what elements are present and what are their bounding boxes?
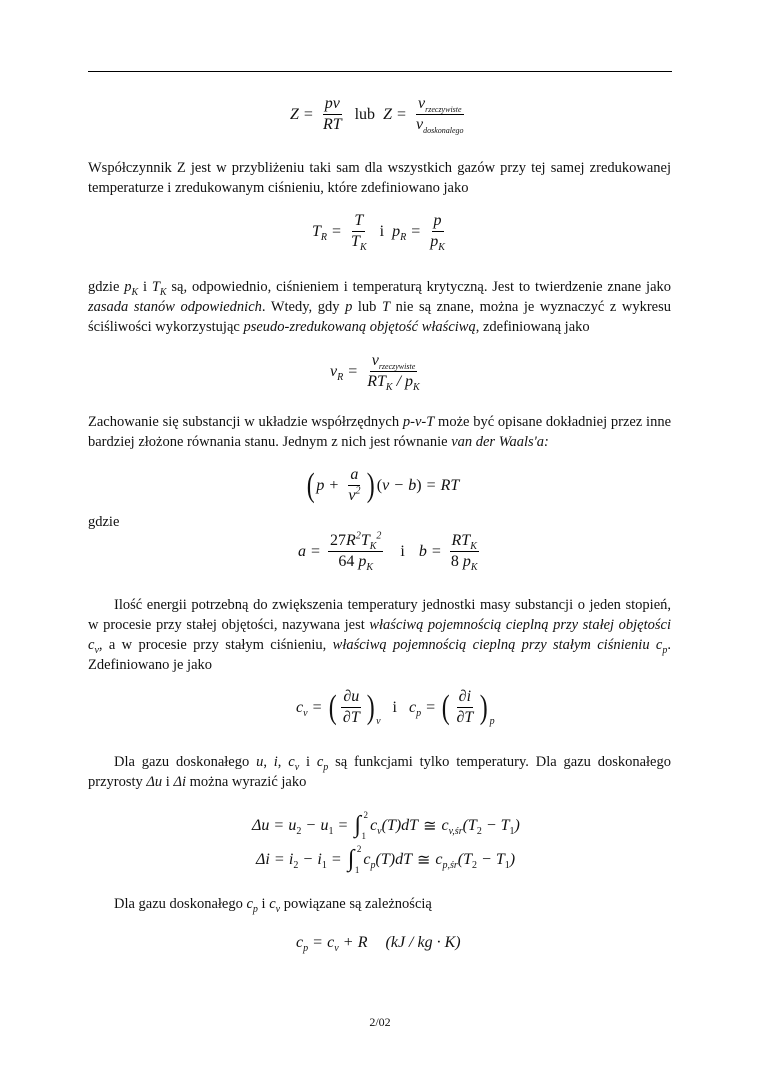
p1-text: Współczynnik Z jest w przybliżeniu taki sam dla wszystkich gazów przy tej samej zredukowanej temperaturze i zredukowanym ciśnieniu, które zdefiniowano jako (88, 160, 671, 196)
equation-delta-u: Δu = $u_2$ − $u_1$ = ∫ 2 1 $c_v(T)dT$ ≅ $c_{v,śr}(T_2 - T_1)$ (252, 810, 520, 841)
p3-a: Zachowanie się substancji w układzie współrzędnych (88, 414, 403, 430)
equation-vdw-constants: a = $\frac{27R^2T_K^2}{64 p_K}$ i b = $\frac{RT_K}{8 p_K}$ (298, 530, 478, 574)
sub-sr-1: śr (454, 825, 463, 837)
term-cp: właściwą pojemnością cieplną przy stałym ciśnieniu c (332, 637, 663, 653)
eq-and-3: i (392, 698, 397, 716)
eq-and-2: i (400, 542, 405, 560)
units: (kJ / kg · K) (385, 934, 461, 951)
equation-reduced-properties: $T_R$ = $\frac{T}{T_K}$ i $p_R$ = $\frac{p}{p_K}$ (312, 212, 445, 254)
equation-delta-i: Δi = $i_2$ − $i_1$ = ∫ 2 1 $c_p(T)dT$ ≅ $c_{p,śr}(T_2 - T_1)$ (256, 844, 516, 875)
p5-b: są funkcjami tylko temperatury. Dla gazu doskonałego przyrosty (88, 754, 671, 790)
p4-a: Ilość energii potrzebną do zwiększenia temperatury jednostki masy substancji o jeden stopień, w procesie przy stałej objętości, nazywana jest (88, 597, 671, 633)
term-van-der-waals: van der Waals'a: (451, 434, 549, 450)
paragraph-2: gdzie $p_K$ i $T_K$ są, odpowiednio, ciśnieniem i temperaturą krytyczną. Jest to twierdzenie znane jako zasada stanów odpowiednich. Wtedy, gdy p lub T nie są znane, można je wyznaczyć z wykresu ściśliwości wykorzystując pseudo-zredukowaną objętość właściwą, zdefiniowaną jako (88, 279, 672, 335)
p2-b: i (138, 279, 152, 295)
header-rule (88, 71, 672, 72)
paragraph-gdzie (88, 512, 671, 532)
term-cv: właściwą pojemnością cieplną przy stałej objętości c (88, 617, 672, 653)
p5-a: Dla gazu doskonałego (114, 754, 257, 770)
p5-c: można wyrazić jako (185, 774, 307, 790)
equation-compressibility: Z = $\frac{pv}{RT}$ lub Z = $\frac{v_{rzeczywiste}}{v_{doskonalego}}$ (290, 95, 464, 136)
p4-b: , a w procesie przy stałym ciśnieniu, (98, 637, 333, 653)
p3-b: może być opisane dokładniej przez inne bardziej złożone równania stanu. Jednym z nich jest równanie (88, 414, 671, 450)
p4-c: . Zdefiniowano je jako (88, 637, 671, 673)
eq-lub: lub (354, 105, 376, 123)
p6-a: Dla gazu doskonałego (114, 896, 247, 912)
paragraph-1 (88, 158, 671, 198)
eq-and-1: i (379, 222, 385, 240)
paragraph-4: Ilość energii potrzebną do zwiększenia temperatury jednostki masy substancji o jeden stopień, w procesie przy stałej objętości, nazywana jest właściwą pojemnością cieplną przy stałej objętości $c_v$, a w procesie przy stałym ciśnieniu, właściwą pojemnością cieplną przy stałym ciśnieniu $c_p$. Zdefiniowano je jako (88, 597, 672, 673)
paragraph-5: Dla gazu doskonałego u, i, $c_v$ i $c_p$ są funkcjami tylko temperatury. Dla gazu doskonałego przyrosty Δu i Δi można wyrazić jako (88, 754, 671, 790)
page-number: 2/02 (369, 1015, 391, 1029)
term-pseudo-reduced-volume: pseudo-zredukowaną objętość właściwą (243, 319, 476, 335)
p2-f: nie są znane, można je wyznaczyć z wykresu ściśliwości wykorzystując (88, 299, 672, 335)
equation-pseudo-reduced-volume: $v_R$ = $\frac{v_{rzeczywiste}}{RT_K / p_K}$ (330, 352, 420, 394)
paragraph-6: Dla gazu doskonałego $c_p$ i $c_v$ powiązane są zależnością (114, 896, 432, 915)
sub-doskonalego: doskonalego (423, 126, 464, 136)
sub-rzeczywiste-2: rzeczywiste (378, 362, 416, 372)
equation-van-der-waals: ( p + $\frac{a}{v^2}$ ) ( v − b ) = RT (306, 466, 460, 504)
term-pvt: p-v-T (402, 414, 435, 430)
p6-b: powiązane są zależnością (280, 896, 432, 912)
p2-g: , zdefiniowaną jako (475, 319, 590, 335)
term-corresponding-states: zasada stanów odpowiednich (88, 299, 262, 315)
equation-mayer: $c_p$ = $c_v$ + R (kJ / kg · K) (296, 934, 461, 955)
p2-c: są, odpowiednio, ciśnieniem i temperaturą krytyczną. Jest to twierdzenie znane jako (166, 279, 672, 295)
gdzie-label: gdzie (88, 514, 120, 530)
sub-sr-2: śr (450, 859, 458, 871)
sub-rzeczywiste: rzeczywiste (425, 105, 462, 115)
p2-a: gdzie (88, 279, 125, 295)
p2-d: . Wtedy, gdy (261, 299, 346, 315)
p2-e: lub (352, 299, 383, 315)
equation-heat-capacities: $c_v$ = ( $\frac{\partial u}{\partial T}$ ) v i $c_p$ = ( $\frac{\partial i}{\partial T}$ ) p (296, 688, 495, 727)
paragraph-3 (88, 412, 671, 452)
